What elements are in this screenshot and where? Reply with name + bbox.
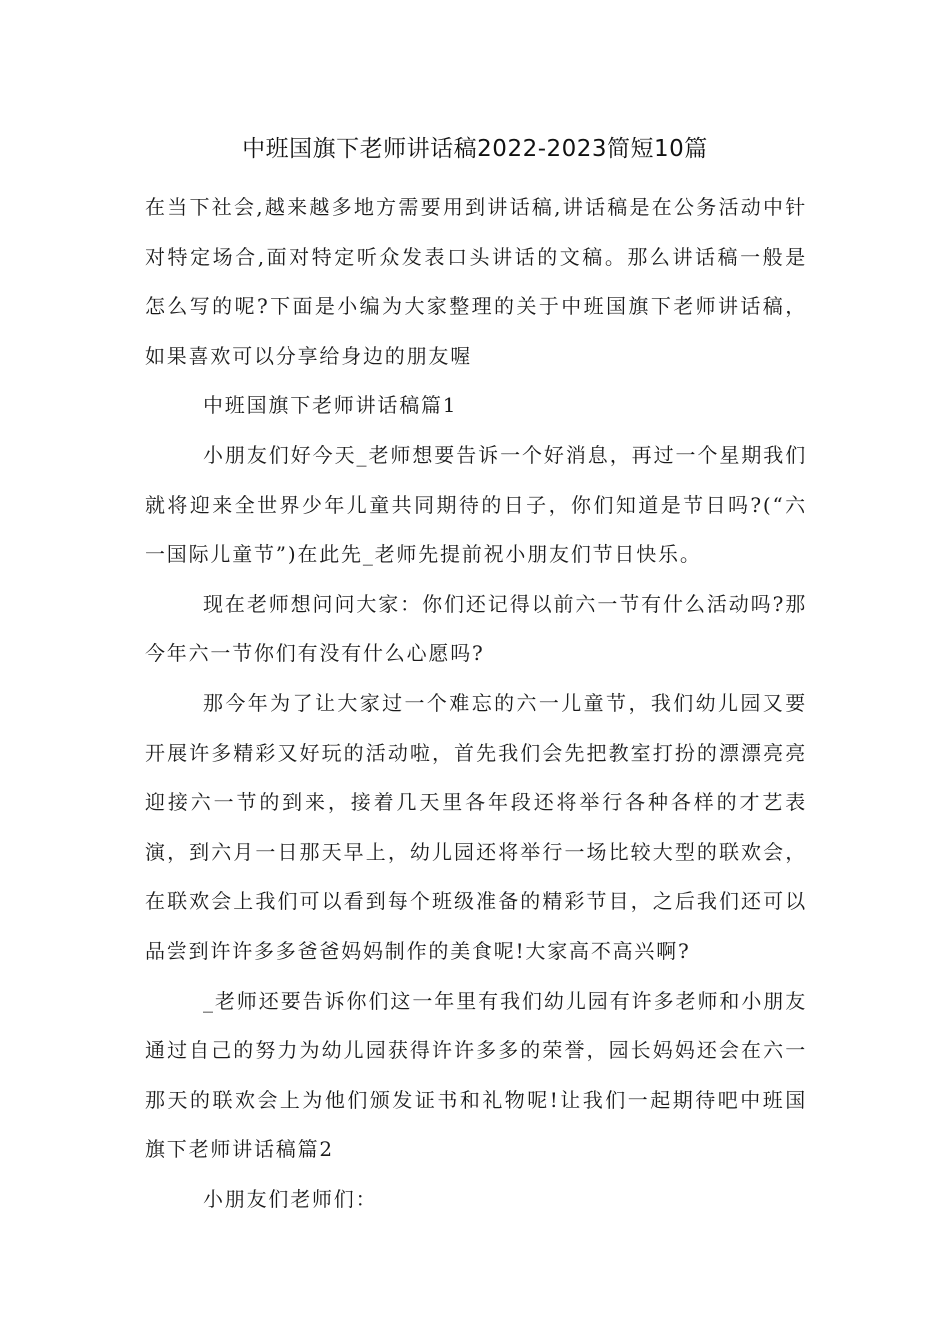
body-paragraph: 小朋友们好今天_老师想要告诉一个好消息，再过一个星期我们就将迎来全世界少年儿童共同期待的日子，你们知道是节日吗?(“六一国际儿童节”)在此先_老师先提前祝小朋友们节日快乐。 [145,442,807,567]
body-paragraph: 那今年为了让大家过一个难忘的六一儿童节，我们幼儿园又要开展许多精彩又好玩的活动啦，首先我们会先把教室打扮的漂漂亮亮迎接六一节的到来，接着几天里各年段还将举行各种各样的才艺表演，到六月一日那天早上，幼儿园还将举行一场比较大型的联欢会，在联欢会上我们可以看到每个班级准备的精彩节目，之后我们还可以品尝到许许多多爸爸妈妈制作的美食呢!大家高不高兴啊? [145,690,807,963]
section-heading-1: 中班国旗下老师讲话稿篇1 [203,393,458,418]
body-paragraph: 现在老师想问问大家：你们还记得以前六一节有什么活动吗?那今年六一节你们有没有什么心愿吗? [145,591,807,666]
document-body [145,183,807,1224]
intro-paragraph: 在当下社会,越来越多地方需要用到讲话稿,讲话稿是在公务活动中针对特定场合,面对特定听众发表口头讲话的文稿。那么讲话稿一般是怎么写的呢?下面是小编为大家整理的关于中班国旗下老师讲话稿，如果喜欢可以分享给身边的朋友喔 [145,195,807,368]
document-title: 中班国旗下老师讲话稿2022-2023简短10篇 [242,136,708,162]
greeting-paragraph: 小朋友们老师们： [203,1186,378,1211]
body-paragraph: _老师还要告诉你们这一年里有我们幼儿园有许多老师和小朋友通过自己的努力为幼儿园获得许许多多的荣誉，园长妈妈还会在六一那天的联欢会上为他们颁发证书和礼物呢!让我们一起期待吧中班国旗下老师讲话稿篇2 [145,988,807,1162]
